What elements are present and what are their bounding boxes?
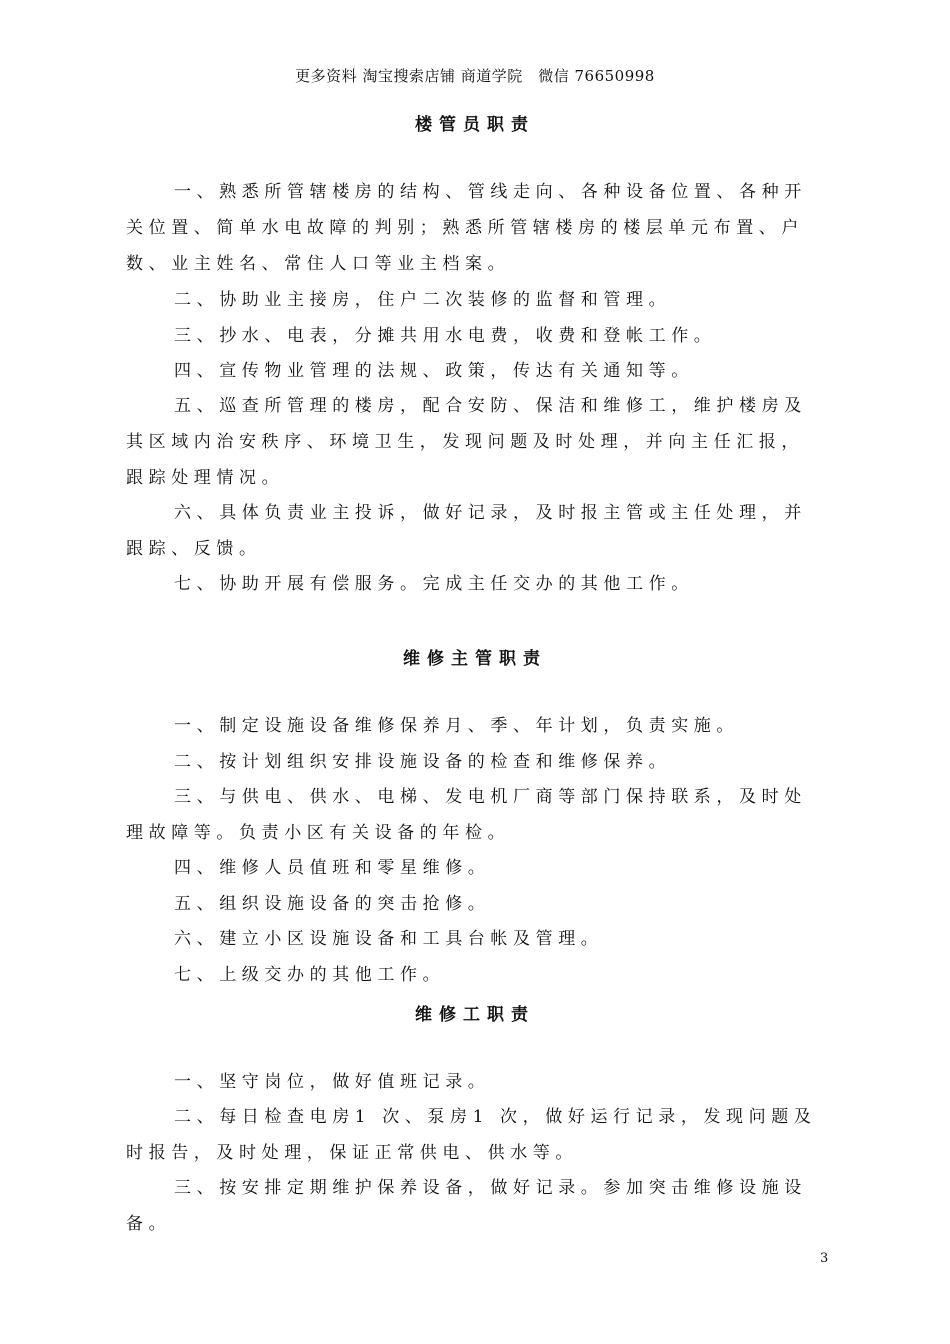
paragraph-maintenance-supervisor-5: 五、组织设施设备的突击抢修。 — [174, 894, 491, 914]
paragraph-building-manager-7: 七、协助开展有偿服务。完成主任交办的其他工作。 — [174, 574, 694, 594]
paragraph-building-manager-3: 三、抄水、电表，分摊共用水电费，收费和登帐工作。 — [174, 326, 717, 346]
section-title-maintenance-supervisor: 维修主管职责 — [403, 649, 547, 669]
paragraph-maintenance-supervisor-7: 七、上级交办的其他工作。 — [174, 965, 446, 985]
paragraph-building-manager-4: 四、宣传物业管理的法规、政策，传达有关通知等。 — [174, 361, 694, 381]
paragraph-maintenance-worker-3: 三、按安排定期维护保养设备，做好记录。参加突击维修设施设备。 — [126, 1178, 807, 1234]
section-title-building-manager: 楼管员职责 — [415, 115, 535, 135]
page-number: 3 — [820, 1251, 829, 1266]
paragraph-building-manager-2: 二、协助业主接房，住户二次装修的监督和管理。 — [174, 290, 672, 310]
paragraph-maintenance-supervisor-1: 一、制定设施设备维修保养月、季、年计划，负责实施。 — [174, 716, 739, 736]
paragraph-maintenance-worker-1: 一、坚守岗位，做好值班记录。 — [174, 1072, 491, 1092]
paragraph-building-manager-5: 五、巡查所管理的楼房，配合安防、保洁和维修工，维护楼房及其区域内治安秩序、环境卫生，发现问题及时处理，并向主任汇报，跟踪处理情况。 — [126, 396, 807, 488]
paragraph-maintenance-supervisor-4: 四、维修人员值班和零星维修。 — [174, 858, 491, 878]
section-title-maintenance-worker: 维修工职责 — [415, 1005, 535, 1025]
paragraph-maintenance-supervisor-2: 二、按计划组织安排设施设备的检查和维修保养。 — [174, 752, 672, 772]
paragraph-building-manager-6: 六、具体负责业主投诉，做好记录，及时报主管或主任处理，并跟踪、反馈。 — [126, 503, 807, 559]
paragraph-maintenance-supervisor-6: 六、建立小区设施设备和工具台帐及管理。 — [174, 929, 604, 949]
paragraph-building-manager-1: 一、熟悉所管辖楼房的结构、管线走向、各种设备位置、各种开关位置、简单水电故障的判别；熟悉所管辖楼房的楼层单元布置、户数、业主姓名、常住人口等业主档案。 — [126, 182, 807, 274]
paragraph-maintenance-supervisor-3: 三、与供电、供水、电梯、发电机厂商等部门保持联系，及时处理故障等。负责小区有关设备的年检。 — [126, 787, 807, 843]
page-header: 更多资料 淘宝搜索店铺 商道学院 微信 76650998 — [295, 67, 655, 85]
paragraph-maintenance-worker-2: 二、每日检查电房1 次、泵房1 次，做好运行记录，发现问题及时报告，及时处理，保证正常供电、供水等。 — [126, 1107, 817, 1163]
